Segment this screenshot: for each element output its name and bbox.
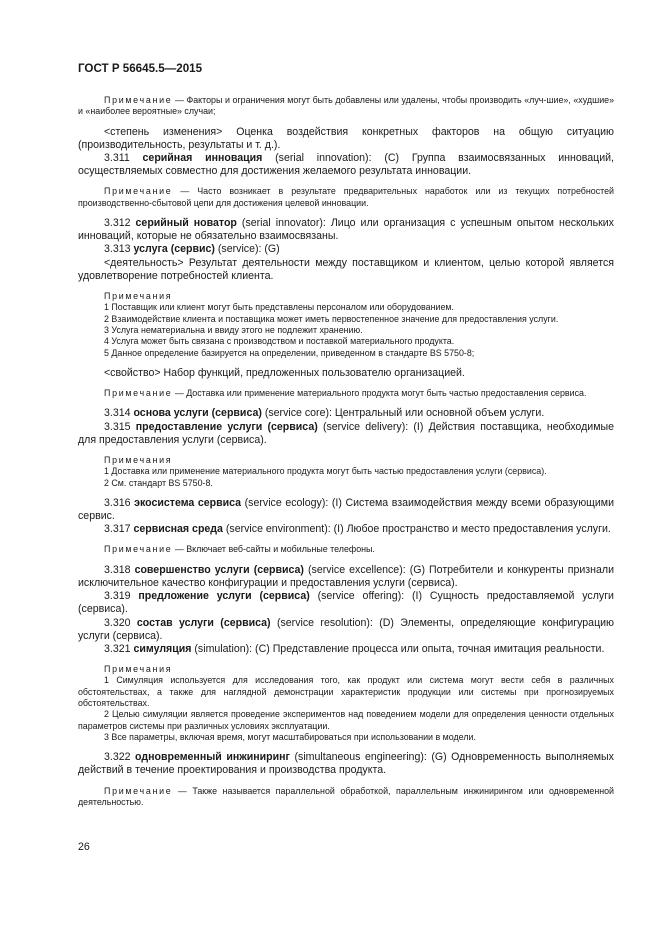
notes-heading: Примечания	[104, 454, 173, 465]
term-name: серийная инновация	[142, 152, 263, 164]
term-number: 3.322	[104, 751, 131, 764]
list-item: 2 Целью симуляции является проведение экспериментов над поведением модели для определения ценности отдельных параметров системы при различных условиях эксплуатации.	[78, 709, 614, 731]
note-label: Примечание	[104, 785, 173, 796]
note	[78, 388, 614, 399]
note-text: Доставка или применение материального продукта могут быть частью предоставления сервиса.	[186, 388, 587, 398]
notes-list	[78, 675, 614, 743]
term-number: 3.311	[104, 152, 130, 164]
term-number: 3.316	[104, 496, 131, 509]
note-dash: —	[174, 544, 184, 555]
list-item: 1 Доставка или применение материального продукта могут быть частью предоставления услуги (сервиса).	[104, 466, 547, 477]
term-entry	[78, 523, 614, 536]
note	[78, 95, 614, 118]
term-entry	[78, 617, 614, 643]
notes-list	[78, 302, 614, 358]
term-name: экосистема сервиса	[134, 496, 242, 509]
note-label: Примечание	[104, 388, 173, 398]
note	[78, 186, 614, 209]
note-dash: —	[177, 785, 187, 796]
term-number: 3.315	[104, 420, 131, 433]
term-definition: (simultaneous engineering): (G) Одновременность выполняемых действий в течение проектирования и производства продукта.	[78, 751, 614, 777]
note-dash: —	[180, 186, 190, 197]
term-definition: (service ecology): (I) Система взаимодействия между всеми образующими сервис.	[78, 496, 614, 522]
term-number: 3.312	[104, 217, 131, 229]
note-label: Примечание	[104, 95, 173, 105]
term-entry	[78, 217, 614, 243]
term-number: 3.318	[104, 563, 131, 576]
term-name: состав услуги (сервиса)	[136, 616, 271, 629]
term-name: одновременный инжиниринг	[135, 751, 290, 764]
paragraph: <степень изменения> Оценка воздействия конкретных факторов на общую ситуацию (производительность, результаты и т. д.).	[78, 125, 614, 151]
note-label: Примечание	[104, 544, 173, 555]
term-definition: (service): (G)	[217, 243, 280, 256]
term-name: основа услуги (сервиса)	[133, 407, 262, 420]
term-entry	[78, 751, 614, 777]
note	[78, 544, 614, 555]
term-definition: (service excellence): (G) Потребители и конкуренты признали исключительное качество конфигурации и предоставления услуги (сервиса).	[78, 563, 614, 589]
page-number: 26	[78, 841, 90, 853]
term-number: 3.321	[104, 642, 131, 655]
note-dash: —	[174, 95, 184, 105]
term-definition: (service resolution): (D) Элементы, определяющие конфигурацию услуги (сервиса).	[78, 616, 614, 642]
term-entry	[78, 407, 614, 420]
term-definition: (serial innovator): Лицо или организация с успешным опытом нескольких инноваций, которые не обязательно взаимосвязаны.	[78, 217, 614, 243]
notes-list	[78, 466, 614, 489]
term-definition: (service delivery): (I) Действия поставщика, необходимые для предоставления услуги (сервиса).	[78, 420, 614, 446]
list-item: 5 Данное определение базируется на определении, приведенном в стандарте BS 5750-8;	[104, 347, 475, 358]
list-item: 3 Услуга нематериальна и ввиду этого не подлежит хранению.	[104, 324, 363, 335]
note-text: Факторы и ограничения могут быть добавлены или удалены, чтобы производить «луч-шие», «худшие» и «наиболее вероятные» случаи;	[78, 95, 615, 117]
term-name: услуга (сервис)	[133, 243, 215, 256]
term-definition: (serial innovation): (С) Группа взаимосвязанных инноваций, осуществляемых совместно для достижения желаемого результата инновации.	[78, 152, 614, 178]
note-dash: —	[174, 388, 184, 398]
paragraph: <деятельность> Результат деятельности между поставщиком и клиентом, целью которой является удовлетворение потребностей клиента.	[78, 256, 614, 282]
term-entry	[78, 590, 614, 616]
term-number: 3.314	[104, 407, 131, 420]
term-definition: (service core): Центральный или основной объем услуги.	[264, 407, 545, 420]
term-definition: (simulation): (С) Представление процесса или опыта, точная имитация реальности.	[194, 642, 605, 655]
term-name: сервисная среда	[133, 523, 223, 536]
list-item: 4 Услуга может быть связана с производством и поставкой материального продукта.	[104, 336, 455, 347]
term-entry	[78, 152, 614, 178]
term-number: 3.313	[104, 243, 131, 256]
notes-heading: Примечания	[104, 291, 173, 302]
paragraph: <свойство> Набор функций, предложенных пользователю организацией.	[104, 366, 465, 379]
term-name: серийный новатор	[135, 217, 237, 229]
term-entry	[78, 243, 614, 256]
term-name: предоставление услуги (сервиса)	[135, 420, 318, 433]
list-item: 2 См. стандарт BS 5750-8.	[104, 477, 213, 488]
note-text: Часто возникает в результате предварительных наработок или из текущих потребностей производственно-сбытовой цепи для достижения целевой инновации.	[78, 186, 615, 208]
term-number: 3.320	[104, 616, 131, 629]
document-body	[78, 95, 614, 808]
list-item: 1 Симуляция используется для исследования того, как продукт или система могут вести себя в различных обстоятельствах, а также для наглядной демонстрации характеристик продукции или системы при прогнозируемых обстоятельствах.	[78, 675, 614, 709]
list-item: 2 Взаимодействие клиента и поставщика может иметь первостепенное значение для предоставления услуги.	[104, 313, 559, 324]
term-number: 3.317	[104, 523, 131, 536]
list-item: 1 Поставщик или клиент могут быть представлены персоналом или оборудованием.	[104, 302, 454, 313]
note-label: Примечание	[104, 186, 173, 197]
term-name: симуляция	[133, 642, 192, 655]
note-text: Также называется параллельной обработкой, параллельным инжинирингом или одновременной деятельностью.	[78, 785, 615, 807]
note-text: Включает веб-сайты и мобильные телефоны.	[186, 544, 375, 555]
term-entry	[78, 643, 614, 656]
note	[78, 786, 614, 809]
term-number: 3.319	[104, 590, 131, 603]
term-entry	[78, 421, 614, 447]
term-definition: (service environment): (I) Любое пространство и место предоставления услуги.	[225, 523, 611, 536]
term-entry	[78, 497, 614, 523]
term-name: предложение услуги (сервиса)	[138, 590, 310, 603]
notes-heading: Примечания	[104, 664, 173, 675]
list-item: 3 Все параметры, включая время, могут масштабироваться при использовании в модели.	[104, 731, 476, 742]
term-definition: (service offering): (I) Сущность предоставляемой услуги (сервиса).	[78, 590, 614, 616]
term-entry	[78, 564, 614, 590]
term-name: совершенство услуги (сервиса)	[134, 563, 304, 576]
page-header: ГОСТ Р 56645.5—2015	[78, 62, 203, 75]
